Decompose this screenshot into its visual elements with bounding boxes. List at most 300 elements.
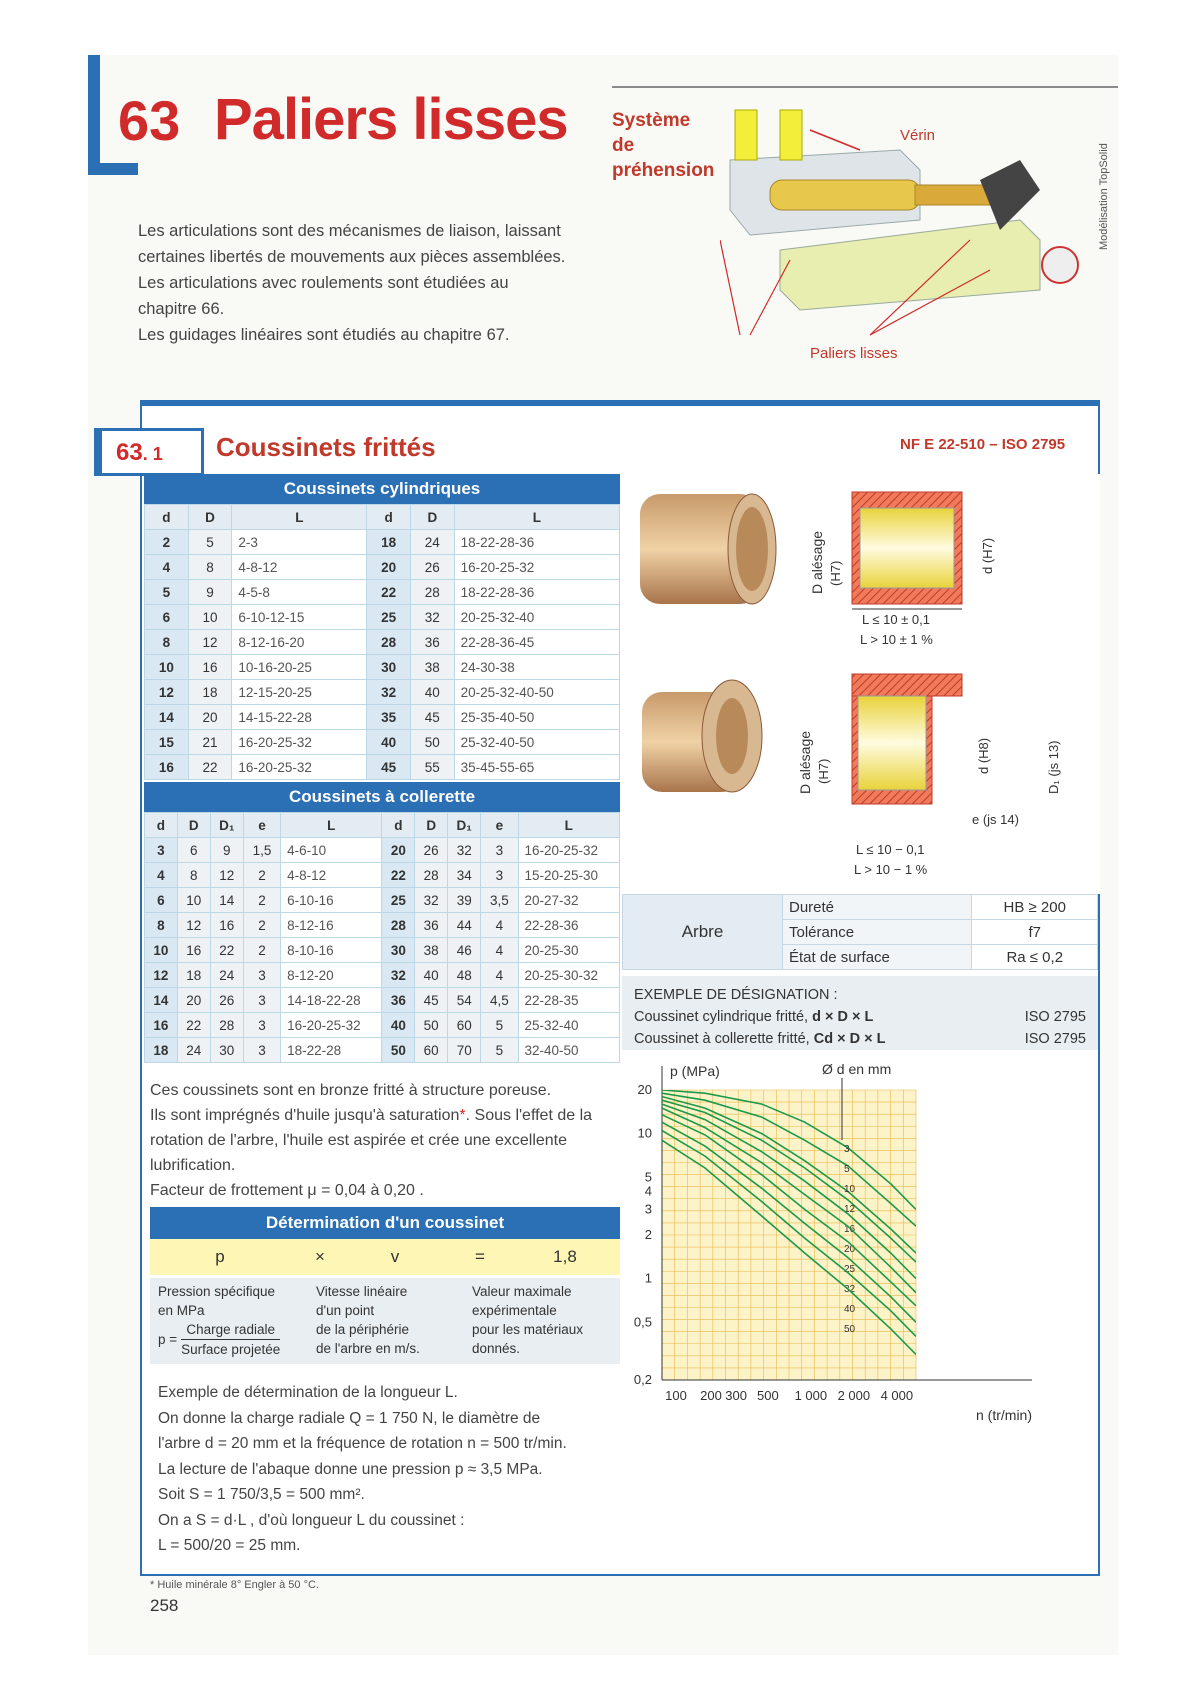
intro-line: chapitre 66. xyxy=(138,300,225,318)
table-row xyxy=(145,963,620,988)
section-number xyxy=(94,428,204,476)
column-header: d xyxy=(145,505,189,530)
shaft-table xyxy=(622,894,1098,970)
table-cell: 22 xyxy=(177,1013,210,1038)
chapter-title: Paliers lisses xyxy=(214,87,568,152)
table-cell: 21 xyxy=(188,730,232,755)
series-label: 32 xyxy=(844,1284,856,1295)
table-row xyxy=(145,863,620,888)
table-cell: 38 xyxy=(410,655,454,680)
table-cell: 14-15-22-28 xyxy=(232,705,367,730)
table-cell: État de surface xyxy=(783,945,972,970)
legend-line: pour les matériaux xyxy=(472,1322,584,1337)
table-cell: 16 xyxy=(145,755,189,780)
table-cell: 1,5 xyxy=(243,838,280,863)
table-cell: 10 xyxy=(188,605,232,630)
table-cell: 10-16-20-25 xyxy=(232,655,367,680)
table-cell: 9 xyxy=(188,580,232,605)
dim-l1: L ≤ 10 ± 0,1 xyxy=(862,612,930,627)
table-cell: 45 xyxy=(415,988,448,1013)
designation-text xyxy=(634,1006,873,1028)
table-row xyxy=(145,1013,620,1038)
table-cell: 26 xyxy=(210,988,243,1013)
designation-row xyxy=(634,1006,1086,1028)
table-header-row xyxy=(145,813,620,838)
table-cell: 39 xyxy=(448,888,481,913)
table-cell: 4-8-12 xyxy=(281,863,382,888)
table-cell: 34 xyxy=(448,863,481,888)
table-cell: 22 xyxy=(367,580,411,605)
table-row xyxy=(145,913,620,938)
table-cell: 4 xyxy=(481,938,518,963)
table-title: Coussinets cylindriques xyxy=(144,474,620,504)
page-number: 258 xyxy=(150,1596,179,1615)
system-label-line: Système xyxy=(612,110,691,131)
column-header: d xyxy=(367,505,411,530)
table-row xyxy=(145,580,620,605)
example-line: Soit S = 1 750/3,5 = 500 mm². xyxy=(158,1486,365,1503)
table-cell: 45 xyxy=(367,755,411,780)
table-cell: 5 xyxy=(145,580,189,605)
footnote: * Huile minérale 8° Engler à 50 °C. xyxy=(150,1579,319,1591)
dim-d-h8: d (H8) xyxy=(976,737,991,774)
table-cell: 22 xyxy=(188,755,232,780)
table-cell: 36 xyxy=(410,630,454,655)
table-cell: 12 xyxy=(145,680,189,705)
gripper-illustration xyxy=(720,100,1100,380)
table-cell: 8-12-20 xyxy=(281,963,382,988)
table-cell: 36 xyxy=(415,913,448,938)
table-row xyxy=(145,938,620,963)
bushing-figures xyxy=(622,474,1100,894)
description-fragment: . Sous l'effet de la rotation de l'arbre, l'huile est aspirée et crée une excellente lubrification. xyxy=(150,1107,593,1174)
dim-h7-2: (H7) xyxy=(816,758,831,784)
verin-label: Vérin xyxy=(900,127,936,144)
table-cell: 14-18-22-28 xyxy=(281,988,382,1013)
table-cell: 18-22-28 xyxy=(281,1038,382,1063)
table-cell: 40 xyxy=(415,963,448,988)
table-cell: 2 xyxy=(145,530,189,555)
dim-h7: (H7) xyxy=(828,560,843,586)
table-cell: 3 xyxy=(243,1013,280,1038)
norm-reference: NF E 22-510 – ISO 2795 xyxy=(900,436,1066,453)
table-cell: 54 xyxy=(448,988,481,1013)
table-cell: 14 xyxy=(145,705,189,730)
legend-pressure xyxy=(150,1278,308,1364)
table-cell: 12 xyxy=(145,963,178,988)
table-cell: 8-10-16 xyxy=(281,938,382,963)
table-cell: 28 xyxy=(415,863,448,888)
table-cell: 22-28-36-45 xyxy=(454,630,619,655)
dim-l2: L > 10 ± 1 % xyxy=(860,632,933,647)
table-row xyxy=(145,888,620,913)
table-cell: 44 xyxy=(448,913,481,938)
column-header: L xyxy=(518,813,619,838)
example-line: Exemple de détermination de la longueur L. xyxy=(158,1384,458,1401)
formula-value: 1,8 xyxy=(553,1247,577,1266)
x-tick-label: 300 xyxy=(725,1388,748,1403)
table-row xyxy=(145,605,620,630)
table-cell: 24-30-38 xyxy=(454,655,619,680)
table-title: Coussinets à collerette xyxy=(144,782,620,812)
designation-formula: Cd × D × L xyxy=(813,1031,886,1047)
y-tick-label: 5 xyxy=(644,1169,652,1185)
table-cell: 8-12-16 xyxy=(281,913,382,938)
shaft-label: Arbre xyxy=(623,895,783,970)
table-cell: 6-10-16 xyxy=(281,888,382,913)
footnote-star: * xyxy=(459,1107,466,1124)
x-tick-label: 200 xyxy=(700,1388,722,1403)
series-label: 5 xyxy=(844,1164,850,1175)
table-cell: 2 xyxy=(243,888,280,913)
column-header: D xyxy=(410,505,454,530)
table-cell: 6 xyxy=(177,838,210,863)
y-tick-label: 1 xyxy=(644,1270,652,1286)
table-cell: 15 xyxy=(145,730,189,755)
table-cell: 2 xyxy=(243,863,280,888)
column-header: L xyxy=(281,813,382,838)
table-cell: 60 xyxy=(415,1038,448,1063)
paliers-label: Paliers lisses xyxy=(810,345,898,362)
pressure-abacus-chart xyxy=(622,1062,1098,1562)
table-cell: 2-3 xyxy=(232,530,367,555)
x-tick-label: 1 000 xyxy=(794,1388,828,1403)
example-line: La lecture de l'abaque donne une pression p ≈ 3,5 MPa. xyxy=(158,1460,543,1478)
table-cell: 2 xyxy=(243,913,280,938)
table-cell: 16 xyxy=(145,1013,178,1038)
table-cell: 9 xyxy=(210,838,243,863)
y-tick-label: 3 xyxy=(644,1201,652,1217)
chapter-bar-foot xyxy=(88,163,138,175)
table-cell: 20-25-30 xyxy=(518,938,619,963)
table-cell: 25-32-40-50 xyxy=(454,730,619,755)
table-cell: 8 xyxy=(177,863,210,888)
formula-legend xyxy=(150,1278,620,1364)
table-cell: 8-12-16-20 xyxy=(232,630,367,655)
column-header: e xyxy=(481,813,518,838)
system-label-line: de xyxy=(612,135,635,156)
legend-line: Pression spécifique xyxy=(158,1284,276,1299)
table-cell: 8 xyxy=(188,555,232,580)
table-row xyxy=(145,530,620,555)
x-axis-label: n (tr/min) xyxy=(976,1407,1032,1423)
illustration-credit: Modélisation TopSolid xyxy=(1098,143,1110,250)
column-header: D xyxy=(415,813,448,838)
table-cell: 16 xyxy=(177,938,210,963)
table-cell: 25 xyxy=(367,605,411,630)
designation-norm: ISO 2795 xyxy=(1024,1009,1086,1025)
legend-line: expérimentale xyxy=(472,1303,557,1318)
dim-d1-js13: D₁ (js 13) xyxy=(1046,740,1061,794)
table-cell: 40 xyxy=(382,1013,415,1038)
table-cell: 55 xyxy=(410,755,454,780)
description-line: Ces coussinets sont en bronze fritté à structure poreuse. xyxy=(150,1082,552,1099)
description-line xyxy=(150,1103,612,1178)
table-cell: 16 xyxy=(188,655,232,680)
table-cell: 22-28-36 xyxy=(518,913,619,938)
table-cell: 18-22-28-36 xyxy=(454,580,619,605)
section-number-main: 63 xyxy=(116,439,143,466)
legend-line: de la périphérie xyxy=(316,1322,410,1337)
table-cell: 15-20-25-30 xyxy=(518,863,619,888)
designation-example xyxy=(622,976,1098,1050)
formula-bar xyxy=(150,1239,620,1275)
table-cell: 32 xyxy=(448,838,481,863)
table-cell: 3 xyxy=(481,863,518,888)
table-cell: 45 xyxy=(410,705,454,730)
table-cell: 22-28-35 xyxy=(518,988,619,1013)
designation-title: EXEMPLE DE DÉSIGNATION : xyxy=(634,987,838,1003)
section-number-sub: . 1 xyxy=(142,444,163,464)
designation-text xyxy=(634,1028,885,1050)
table-row xyxy=(145,555,620,580)
table-cell: 4 xyxy=(145,555,189,580)
table-cell: 12-15-20-25 xyxy=(232,680,367,705)
table-cell: 50 xyxy=(415,1013,448,1038)
table-cell: 28 xyxy=(382,913,415,938)
table-cell: 20-25-32-40-50 xyxy=(454,680,619,705)
table-cell: 50 xyxy=(382,1038,415,1063)
table-cell: 24 xyxy=(177,1038,210,1063)
table-cell: 12 xyxy=(177,913,210,938)
table-header-row xyxy=(145,505,620,530)
legend-velocity xyxy=(308,1278,464,1364)
table-cell: 35-45-55-65 xyxy=(454,755,619,780)
table-cell: 14 xyxy=(145,988,178,1013)
table-cell: 22 xyxy=(210,938,243,963)
legend-max xyxy=(464,1278,620,1364)
table-cell: 6-10-12-15 xyxy=(232,605,367,630)
table-row xyxy=(145,1038,620,1063)
table-cell: 10 xyxy=(145,938,178,963)
table-cell: 46 xyxy=(448,938,481,963)
table-cell: 4-6-10 xyxy=(281,838,382,863)
table-cell: 48 xyxy=(448,963,481,988)
x-tick-label: 4 000 xyxy=(880,1388,914,1403)
fraction xyxy=(181,1320,280,1359)
table-cell: 4 xyxy=(481,913,518,938)
dim-l3: L ≤ 10 − 0,1 xyxy=(856,842,925,857)
table-cell: 22 xyxy=(382,863,415,888)
table-cell: 20-27-32 xyxy=(518,888,619,913)
table-cell: 30 xyxy=(367,655,411,680)
system-label xyxy=(612,108,714,183)
table-cell: 25-32-40 xyxy=(518,1013,619,1038)
system-label-line: préhension xyxy=(612,160,715,181)
legend-line: d'un point xyxy=(316,1303,375,1318)
table-cell: 60 xyxy=(448,1013,481,1038)
table-row xyxy=(145,680,620,705)
table-row xyxy=(145,988,620,1013)
table-cell: 32-40-50 xyxy=(518,1038,619,1063)
formula-v: v xyxy=(390,1247,400,1266)
x-tick-label: 500 xyxy=(756,1388,779,1403)
legend-line: de l'arbre en m/s. xyxy=(316,1341,420,1356)
designation-norm: ISO 2795 xyxy=(1024,1031,1086,1047)
table-cell: 3 xyxy=(243,963,280,988)
table-cell: 18 xyxy=(177,963,210,988)
table-cell: 16-20-25-32 xyxy=(454,555,619,580)
table-row xyxy=(145,655,620,680)
table-cell: 12 xyxy=(188,630,232,655)
designation-formula: d × D × L xyxy=(812,1009,874,1025)
table-row xyxy=(145,838,620,863)
example-line: l'arbre d = 20 mm et la fréquence de rotation n = 500 tr/min. xyxy=(158,1435,567,1452)
determination-title: Détermination d'un coussinet xyxy=(150,1207,620,1239)
legend-line: Vitesse linéaire xyxy=(316,1284,408,1299)
designation-row xyxy=(634,1028,1086,1050)
table-cell: 3 xyxy=(145,838,178,863)
table-cell: 6 xyxy=(145,888,178,913)
dim-e-js14: e (js 14) xyxy=(972,812,1019,827)
table-cell: 16 xyxy=(210,913,243,938)
dim-d-alesage-2: D alésage xyxy=(797,730,813,794)
column-header: D₁ xyxy=(448,813,481,838)
data-table xyxy=(144,504,620,780)
designation-label: Coussinet à collerette fritté, xyxy=(634,1031,814,1047)
table-cell: 20-25-30-32 xyxy=(518,963,619,988)
y-tick-label: 2 xyxy=(644,1227,652,1242)
table-cell: 16-20-25-32 xyxy=(232,755,367,780)
column-header: D xyxy=(177,813,210,838)
table-cell: 4 xyxy=(481,963,518,988)
intro-line: Les articulations avec roulements sont étudiées au xyxy=(138,274,509,292)
table-cell: 28 xyxy=(367,630,411,655)
table-cell: 5 xyxy=(188,530,232,555)
fraction-denominator: Surface projetée xyxy=(181,1342,281,1357)
dim-l4: L > 10 − 1 % xyxy=(854,862,928,877)
legend-fraction xyxy=(158,1320,300,1359)
column-header: L xyxy=(232,505,367,530)
table-cell: 20-25-32-40 xyxy=(454,605,619,630)
dim-d-h7: d (H7) xyxy=(980,537,995,574)
formula-times: × xyxy=(315,1247,325,1266)
x-tick-label: 2 000 xyxy=(837,1388,871,1403)
series-label: 50 xyxy=(844,1324,856,1335)
table-cell: 4,5 xyxy=(481,988,518,1013)
table-cell: 18 xyxy=(188,680,232,705)
legend-line: en MPa xyxy=(158,1303,205,1318)
table-cell: 50 xyxy=(410,730,454,755)
dim-d-alesage: D alésage xyxy=(809,530,825,594)
fraction-numerator: Charge radiale xyxy=(181,1320,280,1340)
table-cell: 2 xyxy=(243,938,280,963)
series-label: 25 xyxy=(844,1264,856,1275)
series-label: 10 xyxy=(844,1184,856,1195)
table-cell: 10 xyxy=(177,888,210,913)
worked-example xyxy=(158,1380,614,1559)
table-cell: 8 xyxy=(145,630,189,655)
table-cell: 40 xyxy=(410,680,454,705)
table-row xyxy=(145,630,620,655)
table-cell: 6 xyxy=(145,605,189,630)
table-cell: 12 xyxy=(210,863,243,888)
table-cell: 32 xyxy=(410,605,454,630)
formula-equals: = xyxy=(475,1247,485,1266)
table-cell: Tolérance xyxy=(783,920,972,945)
table-cell: 4 xyxy=(145,863,178,888)
table-cell: 14 xyxy=(210,888,243,913)
table-cell: 32 xyxy=(367,680,411,705)
y-tick-label: 0,2 xyxy=(633,1372,652,1387)
table-cell: 24 xyxy=(210,963,243,988)
table-cell: Ra ≤ 0,2 xyxy=(972,945,1098,970)
table-row xyxy=(145,705,620,730)
table-collar xyxy=(144,782,620,1063)
chapter-bar xyxy=(88,55,100,175)
description-fragment: Ils sont imprégnés d'huile jusqu'à saturation xyxy=(150,1107,460,1124)
table-cell: 40 xyxy=(367,730,411,755)
table-cell: 28 xyxy=(210,1013,243,1038)
table-cell: f7 xyxy=(972,920,1098,945)
table-cell: 5 xyxy=(481,1038,518,1063)
table-cell: 36 xyxy=(382,988,415,1013)
example-line: On donne la charge radiale Q = 1 750 N, le diamètre de xyxy=(158,1409,541,1427)
intro-text xyxy=(138,218,578,348)
column-header: D xyxy=(188,505,232,530)
intro-line: certaines libertés de mouvements aux pièces assemblées. xyxy=(138,248,566,266)
table-cell: 4-8-12 xyxy=(232,555,367,580)
shaft-requirements xyxy=(622,894,1098,970)
table-cell: HB ≥ 200 xyxy=(972,895,1098,920)
table-cell: 30 xyxy=(382,938,415,963)
column-header: d xyxy=(382,813,415,838)
table-cell: 26 xyxy=(410,555,454,580)
table-cell: 16-20-25-32 xyxy=(232,730,367,755)
column-header: D₁ xyxy=(210,813,243,838)
table-cell: 16-20-25-32 xyxy=(281,1013,382,1038)
table-cell: 25 xyxy=(382,888,415,913)
table-row xyxy=(145,755,620,780)
table-row xyxy=(145,730,620,755)
table-cell: Dureté xyxy=(783,895,972,920)
series-label: 3 xyxy=(844,1144,850,1155)
diameter-annotation: Ø d en mm xyxy=(822,1062,892,1077)
description-text xyxy=(150,1078,612,1203)
table-cell: 3 xyxy=(243,988,280,1013)
table-cell: 3 xyxy=(481,838,518,863)
table-cell: 32 xyxy=(415,888,448,913)
table-cell: 20 xyxy=(382,838,415,863)
y-tick-label: 4 xyxy=(644,1183,652,1199)
table-cell: 30 xyxy=(210,1038,243,1063)
table-cell: 10 xyxy=(145,655,189,680)
table-cell: 26 xyxy=(415,838,448,863)
table-cell: 3 xyxy=(243,1038,280,1063)
table-cell: 28 xyxy=(410,580,454,605)
table-cell: 24 xyxy=(410,530,454,555)
table-cell: 16-20-25-32 xyxy=(518,838,619,863)
table-cell: 20 xyxy=(188,705,232,730)
data-table xyxy=(144,812,620,1063)
legend-line: Valeur maximale xyxy=(472,1284,572,1299)
series-label: 20 xyxy=(844,1244,856,1255)
formula-p: p xyxy=(215,1247,225,1266)
series-label: 12 xyxy=(844,1204,856,1215)
legend-line: donnés. xyxy=(472,1341,521,1356)
column-header: d xyxy=(145,813,178,838)
table-cell: 5 xyxy=(481,1013,518,1038)
table-cell: 70 xyxy=(448,1038,481,1063)
series-label: 16 xyxy=(844,1224,856,1235)
intro-line: Les guidages linéaires sont étudiés au chapitre 67. xyxy=(138,326,510,344)
table-cell: 20 xyxy=(367,555,411,580)
intro-line: Les articulations sont des mécanismes de liaison, laissant xyxy=(138,222,561,240)
example-line: On a S = d·L , d'où longueur L du coussinet : xyxy=(158,1511,465,1529)
table-cell: 8 xyxy=(145,913,178,938)
table-row xyxy=(623,895,1098,920)
table-cell: 18-22-28-36 xyxy=(454,530,619,555)
